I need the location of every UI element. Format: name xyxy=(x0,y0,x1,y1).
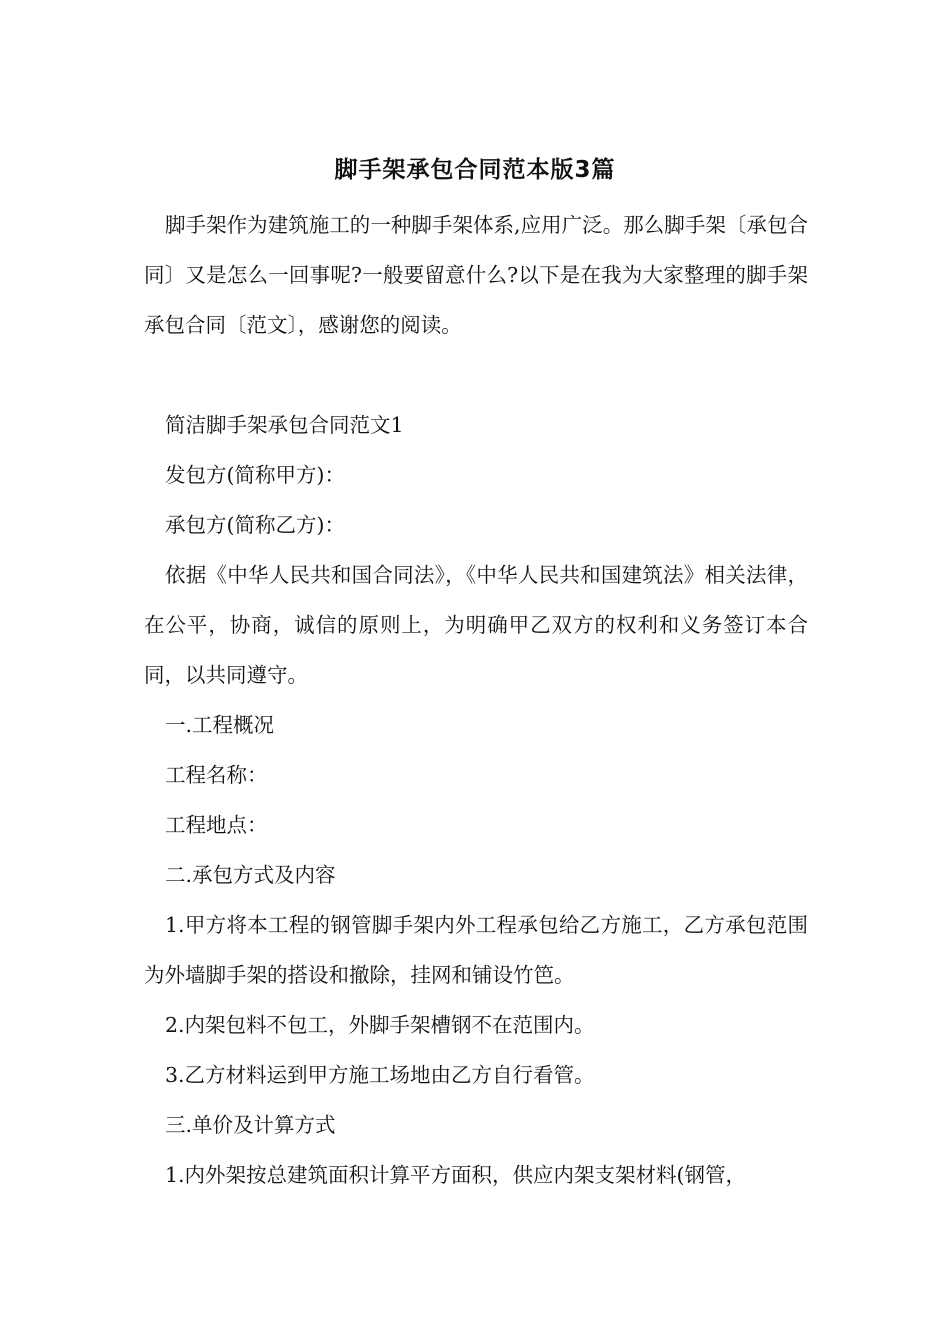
legal-basis-paragraph: 依据《中华人民共和国合同法》，《中华人民共和国建筑法》相关法律，在公平，协商，诚信的原则上，为明确甲乙双方的权利和义务签订本合同，以共同遵守。 xyxy=(144,563,808,687)
pricing-item-1: 1.内外架按总建筑面积计算平方面积，供应内架支架材料(钢管， xyxy=(165,1163,747,1187)
scope-item-2: 2.内架包料不包工，外脚手架槽钢不在范围内。 xyxy=(165,1013,595,1037)
paragraph-gap xyxy=(144,350,808,400)
project-location-line: 工程地点： xyxy=(165,813,268,837)
intro-paragraph: 脚手架作为建筑施工的一种脚手架体系,应用广泛。那么脚手架〔承包合同〕又是怎么一回事呢?一般要留意什么?以下是在我为大家整理的脚手架承包合同〔范文〕，感谢您的阅读。 xyxy=(144,213,808,337)
section-heading-contract-scope: 二.承包方式及内容 xyxy=(165,863,336,887)
project-name-line: 工程名称： xyxy=(165,763,268,787)
section-heading-sample-1: 简洁脚手架承包合同范文1 xyxy=(165,413,404,437)
document-title: 脚手架承包合同范本版3篇 xyxy=(334,157,616,183)
section-heading-pricing: 三.单价及计算方式 xyxy=(165,1113,336,1137)
scope-item-3: 3.乙方材料运到甲方施工场地由乙方自行看管。 xyxy=(165,1063,595,1087)
party-b-line: 承包方(简称乙方)： xyxy=(165,513,345,537)
document-body xyxy=(144,200,808,1200)
party-a-line: 发包方(简称甲方)： xyxy=(165,463,345,487)
section-heading-project-overview: 一.工程概况 xyxy=(165,713,275,737)
scope-item-1: 1.甲方将本工程的钢管脚手架内外工程承包给乙方施工，乙方承包范围为外墙脚手架的搭设和撤除，挂网和铺设竹笆。 xyxy=(144,913,808,987)
